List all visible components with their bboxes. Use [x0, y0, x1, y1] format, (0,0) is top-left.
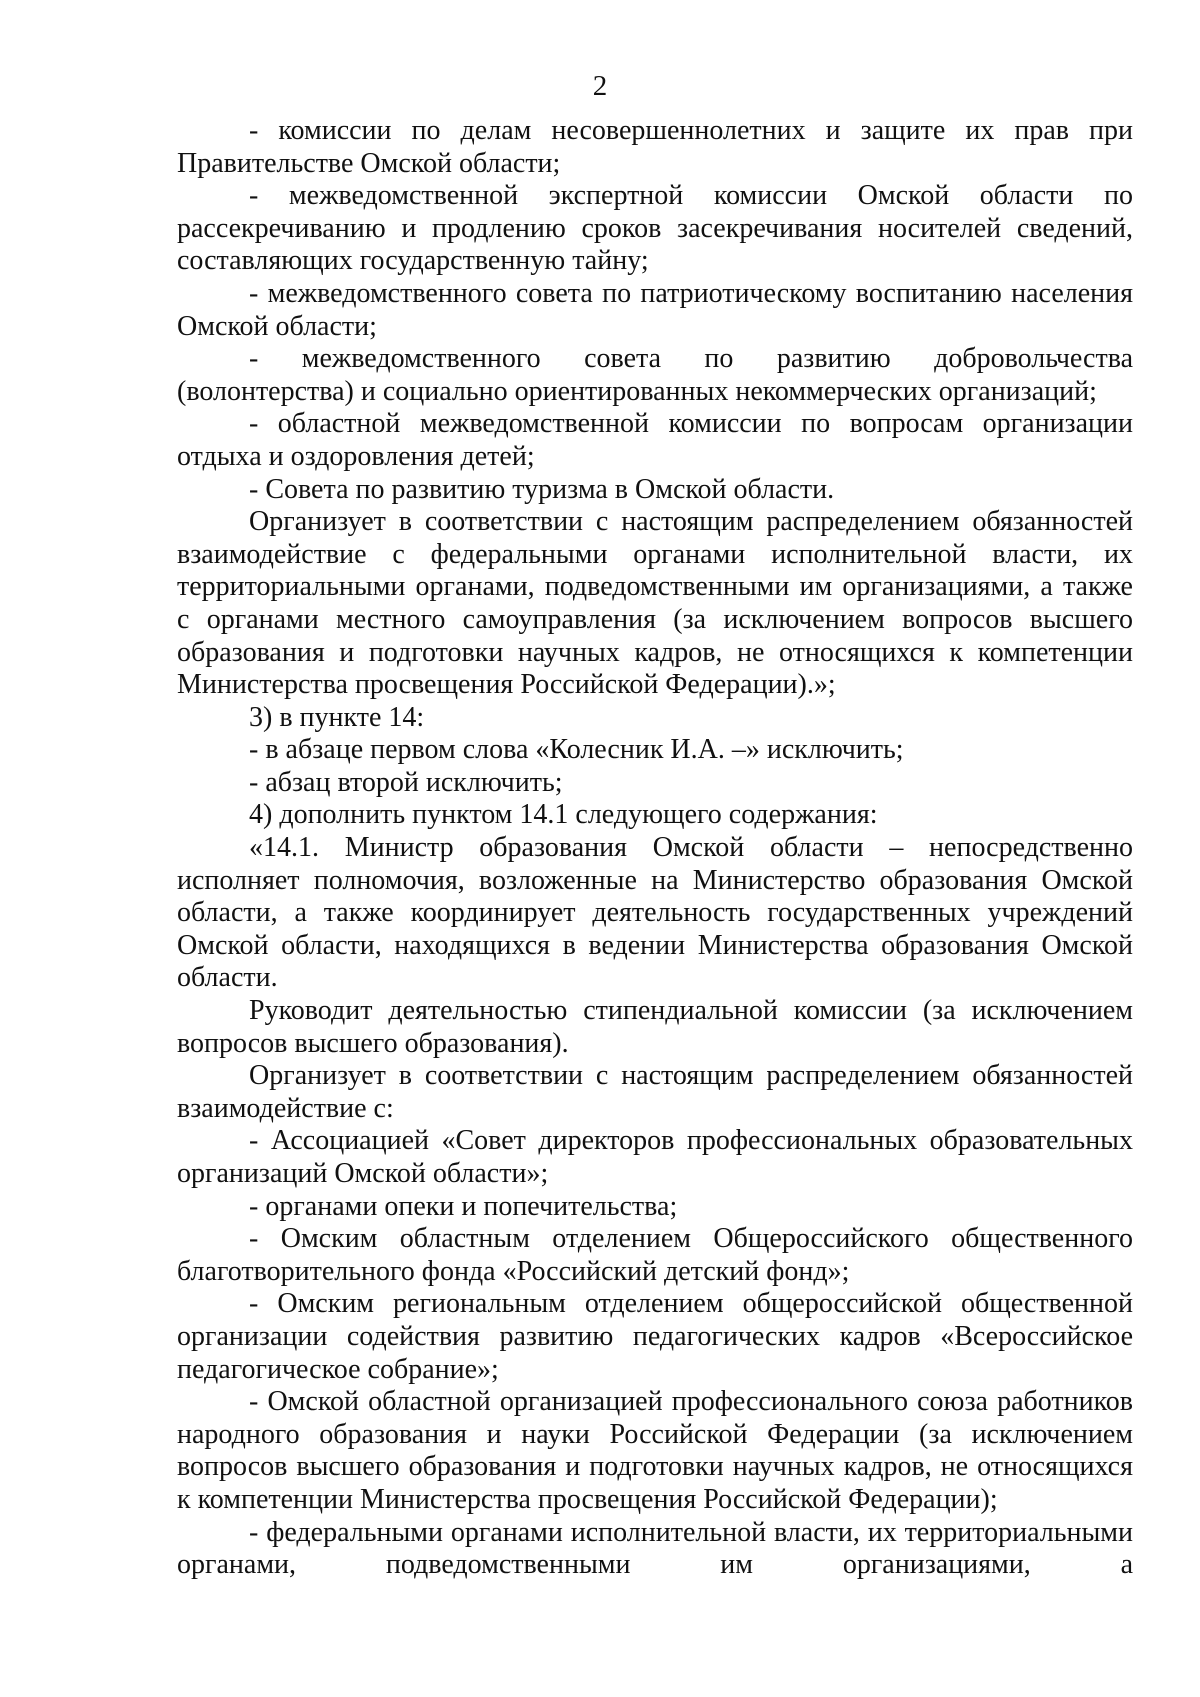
- paragraph: - комиссии по делам несовершеннолетних и защите их прав при Правительстве Омской области;: [177, 115, 1133, 179]
- paragraph: - межведомственной экспертной комиссии Омской области по рассекречиванию и продлению сроков засекречивания носителей сведений, составляющих государственную тайну;: [177, 180, 1133, 277]
- paragraph: - Омским региональным отделением общероссийской общественной организации содействия развитию педагогических кадров «Всероссийское педагогическое собрание»;: [177, 1288, 1133, 1385]
- paragraph: - Совета по развитию туризма в Омской области.: [249, 473, 835, 505]
- paragraph: - Омской областной организацией профессионального союза работников народного образования и науки Российской Федерации (за исключением вопросов высшего образования и подготовки научных кадров, не относящихся к компетенции Министерства просвещения Российской Федерации);: [177, 1386, 1133, 1515]
- paragraph: - межведомственного совета по патриотическому воспитанию населения Омской области;: [177, 277, 1133, 342]
- paragraph: - областной межведомственной комиссии по вопросам организации отдыха и оздоровления детей;: [177, 408, 1133, 472]
- paragraph: 3) в пункте 14:: [249, 701, 425, 733]
- paragraph: - в абзаце первом слова «Колесник И.А. –» исключить;: [249, 734, 904, 766]
- paragraph: - органами опеки и попечительства;: [249, 1190, 678, 1222]
- paragraph: Организует в соответствии с настоящим распределением обязанностей взаимодействие с федеральными органами исполнительной власти, их территориальными органами, подведомственными им организациями, а также с органами местного самоуправления (за исключением вопросов высшего образования и подготовки научных кадров, не относящихся к компетенции Министерства просвещения Российской Федерации).»;: [177, 506, 1133, 701]
- paragraph: - федеральными органами исполнительной власти, их территориальными органами, подведомственными им организациями, а: [177, 1516, 1133, 1581]
- paragraph: 4) дополнить пунктом 14.1 следующего содержания:: [249, 799, 878, 831]
- paragraph: - межведомственного совета по развитию добровольчества (волонтерства) и социально ориентированных некоммерческих организаций;: [177, 343, 1133, 407]
- paragraph: Руководит деятельностью стипендиальной комиссии (за исключением вопросов высшего образования).: [177, 995, 1133, 1059]
- paragraph: - абзац второй исключить;: [249, 766, 563, 798]
- paragraph: - Омским областным отделением Общероссийского общественного благотворительного фонда «Российский детский фонд»;: [177, 1223, 1133, 1287]
- document-body: [177, 115, 1133, 1582]
- page-number: 2: [592, 70, 608, 102]
- paragraph: «14.1. Министр образования Омской области – непосредственно исполняет полномочия, возложенные на Министерство образования Омской области, а также координирует деятельность государственных учреждений Омской области, находящихся в ведении Министерства образования Омской области.: [177, 832, 1133, 994]
- paragraph: Организует в соответствии с настоящим распределением обязанностей взаимодействие с:: [177, 1060, 1133, 1124]
- paragraph: - Ассоциацией «Совет директоров профессиональных образовательных организаций Омской области»;: [177, 1125, 1133, 1189]
